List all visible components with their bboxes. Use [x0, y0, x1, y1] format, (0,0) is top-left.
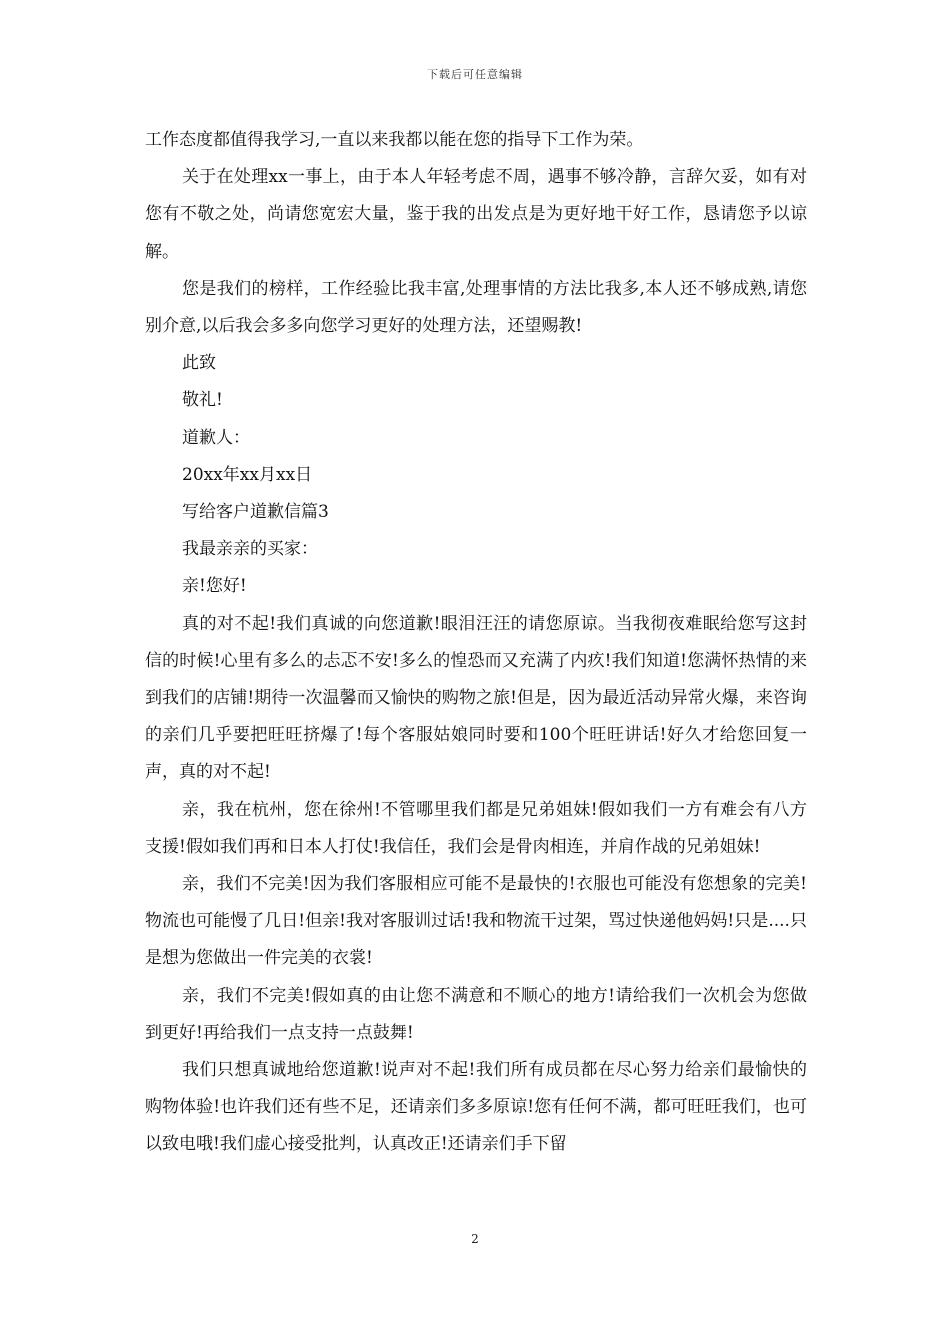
paragraph: 工作态度都值得我学习,一直以来我都以能在您的指导下工作为荣。	[145, 130, 644, 150]
paragraph: 您是我们的榜样，工作经验比我丰富,处理事情的方法比我多,本人还不够成熟,请您别介意,以后我会多多向您学习更好的处理方法，还望赐教!	[145, 278, 807, 337]
letter-date: 20xx年xx月xx日	[182, 464, 313, 485]
paragraph: 亲，我在杭州，您在徐州!不管哪里我们都是兄弟姐妹!假如我们一方有难会有八方支援!假如我们再和日本人打仗!我信任，我们会是骨肉相连，并肩作战的兄弟姐妹!	[145, 799, 807, 857]
paragraph: 真的对不起!我们真诚的向您道歉!眼泪汪汪的请您原谅。当我彻夜难眠给您写这封信的时候!心里有多么的忐忑不安!多么的惶恐而又充满了内疚!我们知道!您满怀热情的来到我们的店铺!期待一次温馨而又愉快的购物之旅!但是，因为最近活动异常火爆，来咨询的亲们几乎要把旺旺挤爆了!每个客服姑娘同时要和100个旺旺讲话!好久才给您回复一声，真的对不起!	[145, 613, 807, 783]
document-body	[145, 122, 807, 1164]
page-number: 2	[471, 1232, 479, 1246]
letter-greeting: 我最亲亲的买家：	[182, 539, 318, 560]
paragraph: 亲，我们不完美!因为我们客服相应可能不是最快的!衣服也可能没有您想象的完美!物流也可能慢了几日!但亲!我对客服训过话!我和物流干过架，骂过快递他妈妈!只是....只是想为您做出一件完美的衣裳!	[145, 874, 807, 969]
letter-greeting-2: 亲!您好!	[182, 576, 247, 597]
paragraph: 我们只想真诚地给您道歉!说声对不起!我们所有成员都在尽心努力给亲们最愉快的购物体验!也许我们还有些不足，还请亲们多多原谅!您有任何不满，都可旺旺我们，也可以致电哦!我们虚心接受批判，认真改正!还请亲们手下留	[145, 1060, 807, 1155]
signature-label: 道歉人：	[182, 427, 250, 448]
closing-salutation: 此致	[182, 353, 216, 374]
section-heading: 写给客户道歉信篇3	[182, 502, 329, 523]
page-header: 下载后可任意编辑	[427, 68, 523, 81]
paragraph: 亲，我们不完美!假如真的由让您不满意和不顺心的地方!请给我们一次机会为您做到更好!再给我们一点支持一点鼓舞!	[145, 985, 807, 1043]
closing-respect: 敬礼!	[182, 390, 223, 411]
paragraph: 关于在处理xx一事上，由于本人年轻考虑不周，遇事不够冷静，言辞欠妥，如有对您有不敬之处，尚请您宽宏大量，鉴于我的出发点是为更好地干好工作，恳请您予以谅解。	[145, 167, 807, 262]
